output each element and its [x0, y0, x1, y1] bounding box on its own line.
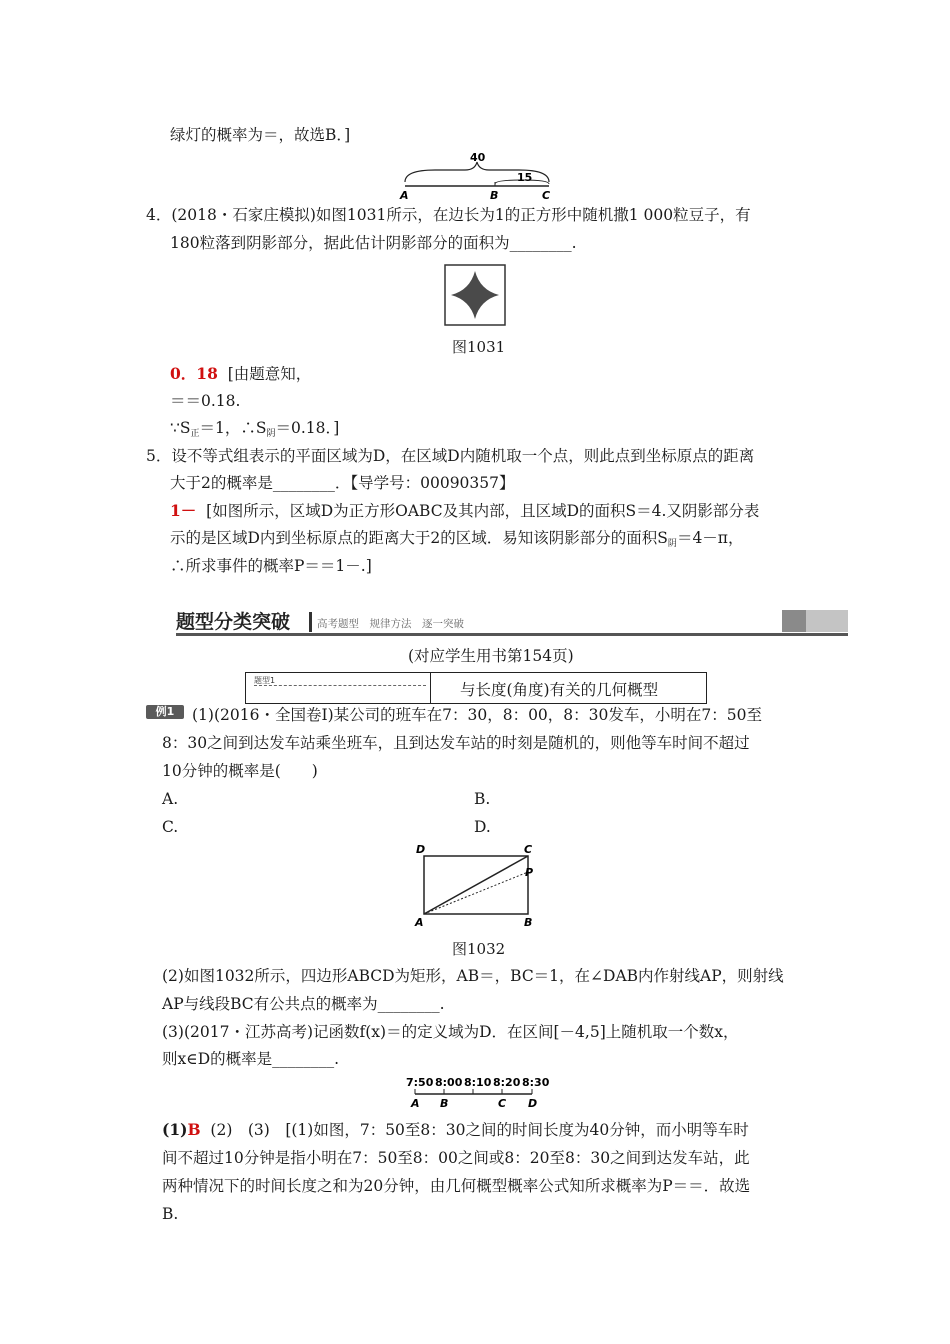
segment-diagram: [395, 146, 560, 202]
section-divider: [309, 612, 312, 632]
answer-4-line-2: ＝＝0.18.: [170, 392, 241, 410]
option-a: A.: [162, 790, 179, 808]
part-2-line-2: AP与线段BC有公共点的概率为________.: [162, 995, 445, 1013]
header-block-light: [806, 610, 848, 632]
header-block-dark: [782, 610, 806, 632]
timeline-tick: 8:30: [522, 1076, 550, 1089]
timeline-figure: [402, 1074, 552, 1114]
answer-4-text: [由题意知，: [227, 365, 312, 383]
timeline-tick: 8:10: [464, 1076, 492, 1089]
part-2-line-1: (2)如图1032所示，四边形ABCD为矩形，AB＝，BC＝1，在∠DAB内作射线AP，则射线: [162, 967, 784, 985]
option-b: B.: [474, 790, 491, 808]
section-subtitle: 高考题型 规律方法 逐一突破: [317, 618, 464, 630]
option-c: C.: [162, 818, 179, 836]
timeline-tick: 7:50: [406, 1076, 434, 1089]
answer-5-text: [如图所示，区域D为正方形OABC及其内部，且区域D的面积S＝4.又阴影部分表: [206, 502, 760, 520]
timeline-point: A: [411, 1097, 420, 1110]
type-title: 与长度(角度)有关的几何概型: [460, 681, 659, 699]
text-span: ∵S: [170, 419, 191, 437]
answer-line-1: [162, 1120, 749, 1140]
segment-total-label: 40: [470, 151, 486, 164]
example-1-line-2: 8：30之间到达发车站乘坐班车，且到达发车站的时刻是随机的，则他等车时间不超过: [162, 734, 750, 752]
text-span: ＝4－π，: [676, 529, 744, 547]
section-title: 题型分类突破: [176, 611, 291, 633]
answer-line-3: 两种情况下的时间长度之和为20分钟，由几何概型概率公式知所求概率为P＝＝．故选: [162, 1177, 751, 1195]
subscript: 阴: [266, 429, 276, 439]
part-3-line-1: (3)(2017・江苏高考)记函数f(x)＝的定义域为D．在区间[－4,5]上随机取一个数x，: [162, 1023, 739, 1041]
point-label-c: C: [542, 189, 551, 202]
section-underline: [176, 633, 848, 636]
answer-4-line-1: [170, 364, 311, 384]
figure-caption-1032: 图1032: [452, 940, 506, 958]
rect-label-b: B: [524, 916, 533, 929]
question-5-line-2: 大于2的概率是________．【导学号：00090357】: [170, 474, 515, 492]
rectangle-figure: [408, 840, 548, 930]
example-1-line-3: 10分钟的概率是( ): [162, 762, 318, 780]
text-span: ＝1，∴S: [199, 419, 267, 437]
type-tag: 题型1: [254, 676, 276, 685]
segment-part-label: 15: [517, 171, 533, 184]
rect-label-d: D: [416, 843, 426, 856]
text-span: 示的是区域D内到坐标原点的距离大于2的区域．易知该阴影部分的面积S: [170, 529, 668, 547]
page-reference: (对应学生用书第154页): [408, 647, 574, 665]
example-badge: 例1: [146, 705, 184, 719]
type-box: [245, 672, 707, 704]
section-header: [176, 610, 848, 636]
point-label-a: A: [400, 189, 409, 202]
timeline-tick: 8:20: [493, 1076, 521, 1089]
type-tag-line: [254, 685, 426, 686]
answer-5-line-2: [170, 528, 744, 554]
star-square-figure: [444, 264, 506, 326]
answer-line-2: 间不超过10分钟是指小明在7：50至8：00之间或8：20至8：30之间到达发车站，此: [162, 1149, 750, 1167]
part-3-line-2: 则x∈D的概率是________.: [162, 1050, 340, 1068]
question-4-line-2: 180粒落到阴影部分，据此估计阴影部分的面积为________.: [170, 234, 577, 252]
text-line: 绿灯的概率为＝，故选B．]: [170, 126, 351, 144]
rect-label-a: A: [415, 916, 424, 929]
timeline-point: D: [528, 1097, 538, 1110]
subscript: 正: [190, 429, 200, 439]
option-d: D.: [474, 818, 491, 836]
timeline-point: C: [498, 1097, 507, 1110]
text-span: ＝0.18．]: [275, 419, 340, 437]
answer-4-line-3: [170, 418, 339, 444]
rect-label-p: P: [525, 866, 534, 879]
figure-caption-1031: 图1031: [452, 338, 506, 356]
timeline-point: B: [440, 1097, 449, 1110]
answer-part-1-value: B: [187, 1120, 201, 1139]
answer-5-value: 1－: [170, 501, 197, 520]
example-1-line-1: (1)(2016・全国卷Ⅰ)某公司的班车在7：30，8：00，8：30发车，小明在7：50至: [192, 706, 762, 724]
answer-5-line-3: ∴所求事件的概率P＝＝1－.]: [170, 557, 372, 575]
timeline-tick: 8:00: [435, 1076, 463, 1089]
answer-text: (2) (3) [(1)如图，7：50至8：30之间的时间长度为40分钟，而小明等车时: [210, 1121, 749, 1139]
answer-line-4: B.: [162, 1205, 179, 1223]
answer-5-line-1: [170, 501, 759, 521]
question-5-line-1: 5．设不等式组表示的平面区域为D，在区域D内随机取一个点，则此点到坐标原点的距离: [146, 447, 755, 465]
type-box-divider: [430, 673, 431, 703]
answer-4-value: 0．18: [170, 364, 218, 383]
subscript: 阴: [667, 539, 677, 549]
answer-part-1-label: (1): [162, 1120, 188, 1139]
rect-label-c: C: [524, 843, 533, 856]
question-4-line-1: 4．(2018・石家庄模拟)如图1031所示，在边长为1的正方形中随机撒1 000粒豆子，有: [146, 206, 751, 224]
point-label-b: B: [490, 189, 499, 202]
